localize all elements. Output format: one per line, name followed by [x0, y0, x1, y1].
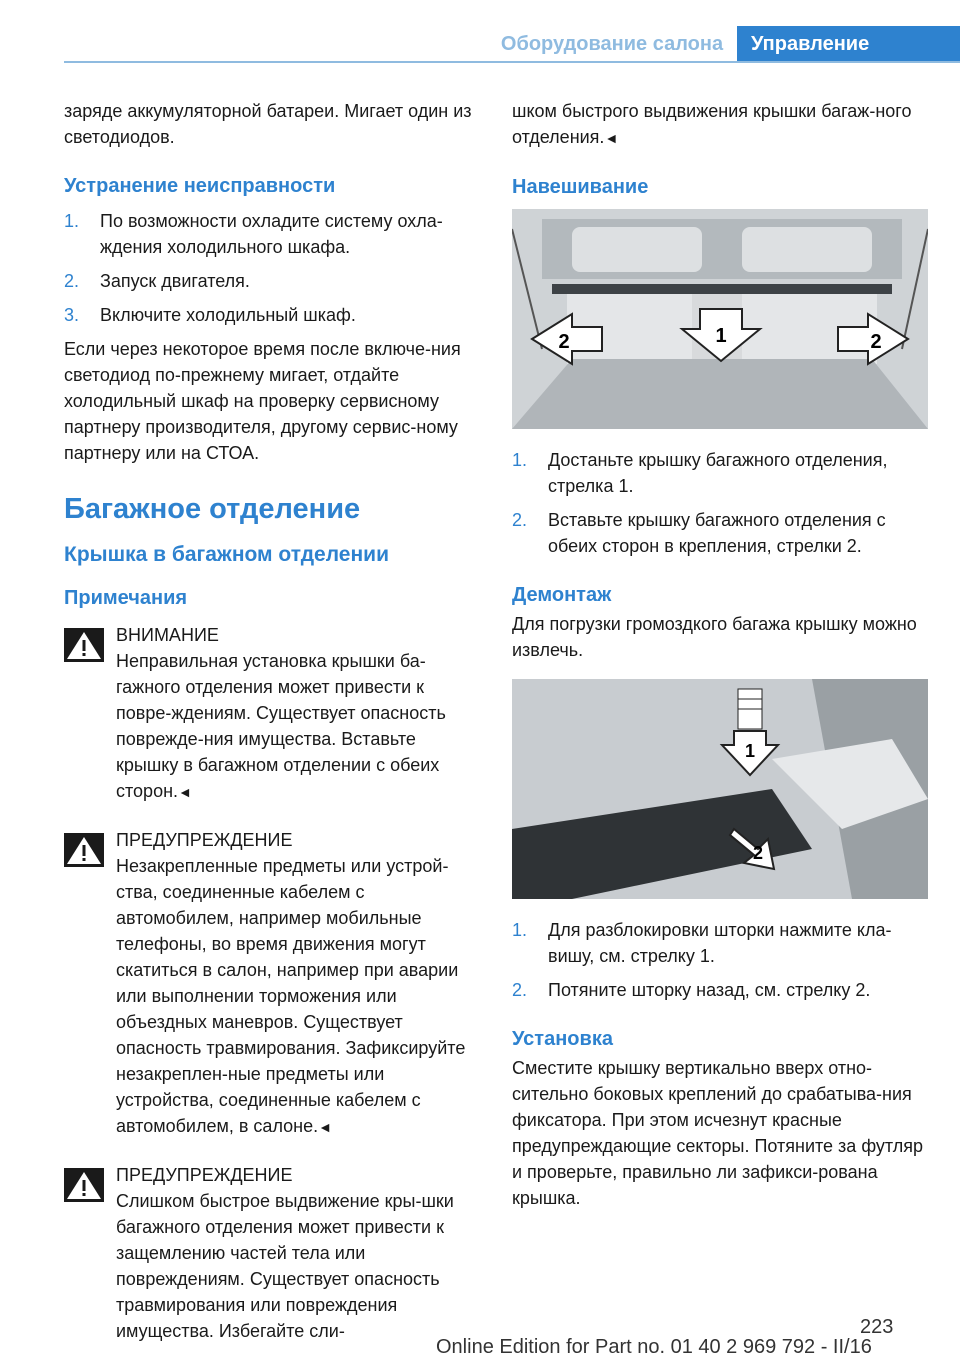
warning-triangle-icon [64, 628, 104, 662]
header-chapter-tab: Управление [737, 26, 960, 62]
end-mark: ◄ [178, 784, 192, 800]
step-text: Вставьте крышку багажного отделения с обеих сторон в крепления, стрелки 2. [548, 510, 886, 556]
cargo-cover-removal-figure [512, 679, 928, 899]
warning-block [64, 622, 478, 805]
removal-steps [512, 917, 932, 1003]
step-number: 3. [64, 305, 80, 325]
figure-label-arrow-2-right: 2 [870, 331, 882, 353]
header-divider [64, 61, 960, 63]
step-text: По возможности охладите систему охла-ждения холодильного шкафа. [100, 211, 443, 257]
step-number: 2. [512, 510, 528, 530]
list-item [64, 208, 478, 260]
right-column [512, 98, 932, 1211]
warning-label: ПРЕДУПРЕЖДЕНИЕ [116, 1165, 293, 1185]
list-item [64, 302, 478, 328]
page-number: 223 [860, 1316, 894, 1338]
warning-label: ВНИМАНИЕ [116, 625, 219, 645]
edition-footer: Online Edition for Part no. 01 40 2 969 792 - II/16 [436, 1336, 872, 1358]
cargo-cover-install-figure [512, 209, 928, 429]
step-text: Достаньте крышку багажного отделения, стрелка 1. [548, 450, 888, 496]
warning-text: Слишком быстрое выдвижение кры-шки багажного отделения может привести к защемлению частей тела или повреждениям. Существует опасность травмирования или повреждения имущества. Избегайте сли- [116, 1191, 454, 1341]
troubleshooting-steps [64, 208, 478, 328]
figure-label-arrow-2-left: 2 [558, 331, 570, 353]
left-column [64, 98, 478, 1366]
warning-triangle-icon [64, 1168, 104, 1202]
hanging-steps [512, 447, 932, 559]
figure-label-arrow-1: 1 [744, 741, 756, 761]
end-mark: ◄ [604, 130, 619, 146]
hanging-heading: Навешивание [512, 176, 649, 198]
list-item [64, 268, 478, 294]
step-text: Потяните шторку назад, см. стрелку 2. [548, 980, 871, 1000]
step-number: 2. [64, 271, 80, 291]
warning-text: Неправильная установка крышки ба-гажного отделения может привести к повре-ждениям. Существует опасность поврежде-ния имущества. Вставьте крышку в багажном отделении с обеих сторон. [116, 651, 446, 801]
chapter-title: Багажное отделение [64, 493, 361, 525]
notes-heading: Примечания [64, 587, 188, 609]
list-item [512, 977, 932, 1003]
removal-heading: Демонтаж [512, 584, 612, 606]
warning-label: ПРЕДУПРЕЖДЕНИЕ [116, 830, 293, 850]
intro-text: заряде аккумуляторной батареи. Мигает один из светодиодов. [64, 101, 472, 147]
step-text: Запуск двигателя. [100, 271, 250, 291]
list-item [512, 447, 932, 499]
list-item [512, 507, 932, 559]
continued-text: шком быстрого выдвижения крышки багаж-ного отделения. [512, 101, 912, 147]
step-number: 2. [512, 980, 528, 1000]
section-title: Крышка в багажном отделении [64, 543, 389, 566]
troubleshooting-heading: Устранение неисправности [64, 175, 336, 197]
figure-label-arrow-1: 1 [715, 325, 727, 347]
warning-block [64, 827, 478, 1140]
step-text: Включите холодильный шкаф. [100, 305, 356, 325]
warning-text: Незакрепленные предметы или устрой-ства, соединенные кабелем с автомобилем, например мобильные телефоны, во время движения могут скатиться в салон, например при аварии или выполнении торможения или объездных маневров. Существует опасность травмирования. Зафиксируйте незакреплен-ные предметы или устройства, соединенные кабелем с автомобилем, в салоне. [116, 856, 466, 1136]
warning-triangle-icon [64, 833, 104, 867]
step-number: 1. [512, 920, 528, 940]
step-number: 1. [512, 450, 528, 470]
install-text: Сместите крышку вертикально вверх отно-сительно боковых креплений до срабатыва-ния фиксатора. При этом исчезнут красные предупреждающие секторы. Потяните за футляр и проверьте, правильно ли зафикси-рована крышка. [512, 1058, 924, 1208]
end-mark: ◄ [318, 1119, 332, 1135]
figure-label-arrow-2: 2 [752, 843, 764, 863]
install-heading: Установка [512, 1028, 613, 1050]
header-section-title: Оборудование салона [500, 33, 724, 55]
after-steps-text: Если через некоторое время после включе-ния светодиод по-прежнему мигает, отдайте холодильный шкаф на проверку сервисному партнеру производителя, другому сервис-ному партнеру или на СТОА. [64, 339, 461, 463]
removal-text: Для погрузки громоздкого багажа крышку можно извлечь. [512, 614, 917, 660]
step-number: 1. [64, 211, 80, 231]
warning-block [64, 1162, 478, 1344]
step-text: Для разблокировки шторки нажмите кла-вишу, см. стрелку 1. [548, 920, 892, 966]
list-item [512, 917, 932, 969]
